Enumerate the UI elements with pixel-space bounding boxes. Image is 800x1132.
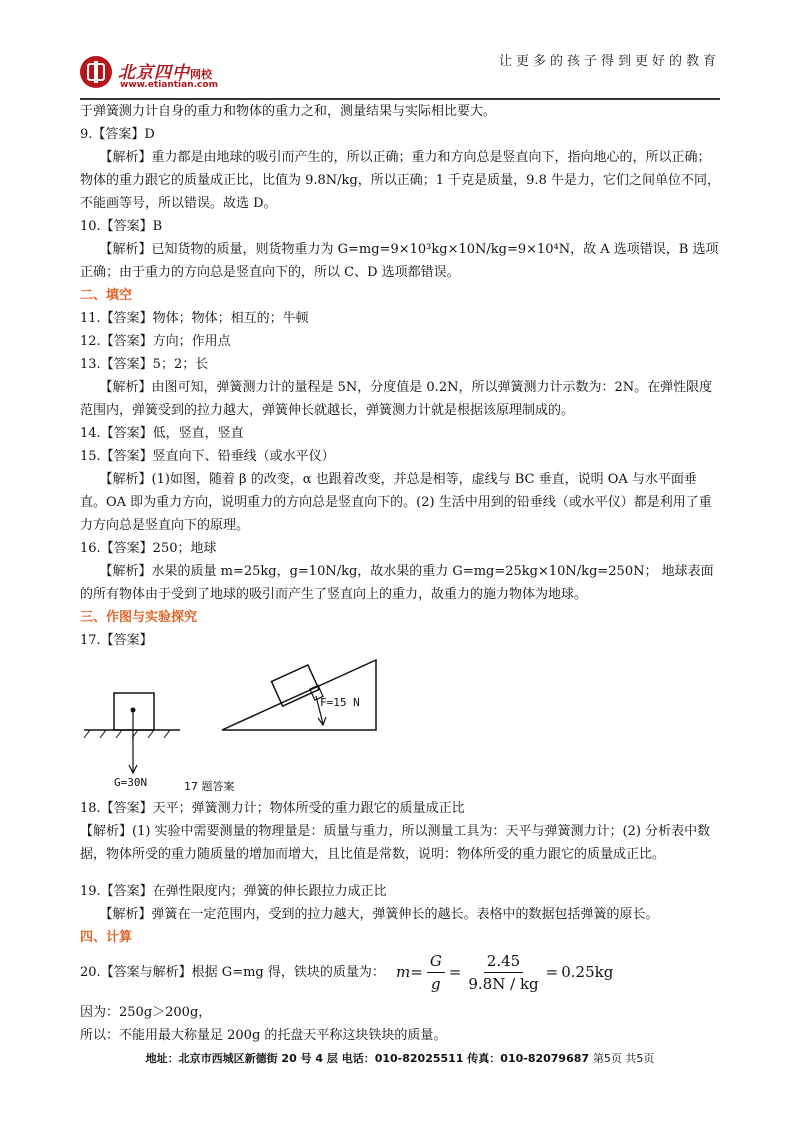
- continued-line: 于弹簧测力计自身的重力和物体的重力之和，测量结果与实际相比要大。: [80, 104, 497, 119]
- section-fill-blank: 二、填空: [80, 288, 133, 303]
- school-logo-icon: [80, 56, 112, 88]
- fraction-g-over-g: [427, 952, 445, 993]
- answer-9: 9.【答案】D: [80, 127, 155, 142]
- answer-content: [80, 100, 720, 1047]
- ground-surface: [84, 730, 180, 738]
- pressure-label: F=15 N: [320, 696, 360, 709]
- figure-17: [80, 652, 720, 797]
- logo-school-name: 北京四中: [118, 63, 190, 83]
- answer-17: 17.【答案】: [80, 633, 153, 648]
- answer-14: 14.【答案】低，竖直，竖直: [80, 426, 244, 441]
- answer-20-conclusion: 所以：不能用最大称量足 200g 的托盘天平称这块铁块的质量。: [80, 1028, 447, 1043]
- explanation-15: 【解析】(1)如图，随着 β 的改变，α 也跟着改变，并总是相等，虚线与 BC 垂直，说明 OA 与水平面垂直。OA 即为重力方向，说明重力的方向总是竖直向下的。(2) 生活中用到的铅垂线（或水平仪）都是利用了重力方向总是竖直向下的原理。: [80, 472, 712, 533]
- gravity-label: G=30N: [114, 776, 148, 789]
- formula-equals-1: =: [410, 963, 423, 981]
- footer-address: 地址：北京市西城区新德街 20 号 4 层 电话：010-82025511 传真：010-82079687: [145, 1052, 590, 1065]
- fraction-1-numerator: G: [427, 952, 445, 973]
- answer-20: 20.【答案与解析】根据 G=mg 得，铁块的质量为：: [80, 965, 385, 980]
- page-number: 第5页 共5页: [592, 1052, 655, 1065]
- mass-formula: [396, 949, 613, 995]
- section-drawing-experiment: 三、作图与实验探究: [80, 610, 198, 625]
- fraction-2-numerator: 2.45: [484, 952, 523, 973]
- fraction-values: [465, 952, 541, 993]
- answer-20-because: 因为：250g＞200g，: [80, 1005, 212, 1020]
- page-footer: [0, 1050, 800, 1066]
- logo-url: www.etiantian.com: [120, 80, 218, 90]
- section-calculation: 四、计算: [80, 930, 133, 945]
- force-diagram: [80, 652, 720, 797]
- explanation-19: 【解析】弹簧在一定范围内，受到的拉力越大，弹簧伸长的越长。表格中的数据包括弹簧的原长。: [99, 907, 659, 922]
- explanation-9: 【解析】重力都是由地球的吸引而产生的，所以正确；重力和方向总是竖直向下，指向地心的，所以正确；物体的重力跟它的质量成正比，比值为 9.8N/kg，所以正确；1 千克是质量，9.8 牛是力，它们之间单位不同，不能画等号，所以错误。故选 D。: [80, 150, 720, 211]
- formula-lhs: m: [396, 963, 411, 981]
- spacer: [80, 866, 720, 880]
- explanation-10: 【解析】已知货物的质量，则货物重力为 G=mg=9×10³kg×10N/kg=9×10⁴N，故 A 选项错误，B 选项正确；由于重力的方向总是竖直向下的，所以 C、D 选项都错误。: [80, 242, 719, 280]
- formula-result: 0.25kg: [561, 963, 614, 981]
- figure-caption: 17 题答案: [184, 780, 235, 793]
- answer-11: 11.【答案】物体；物体；相互的；牛顿: [80, 311, 309, 326]
- answer-12: 12.【答案】方向；作用点: [80, 334, 231, 349]
- logo-suffix: 网校: [190, 68, 212, 81]
- answer-15: 15.【答案】竖直向下、铅垂线（或水平仪）: [80, 449, 335, 464]
- incline: [222, 660, 376, 730]
- answer-10: 10.【答案】B: [80, 219, 163, 234]
- explanation-13: 【解析】由图可知，弹簧测力计的量程是 5N，分度值是 0.2N，所以弹簧测力计示数为：2N。在弹性限度范围内，弹簧受到的拉力越大，弹簧伸长就越长，弹簧测力计就是根据该原理制成的。: [80, 380, 713, 418]
- explanation-16: 【解析】水果的质量 m=25kg，g=10N/kg，故水果的重力 G=mg=25kg×10N/kg=250N； 地球表面的所有物体由于受到了地球的吸引而产生了竖直向上的重力，故重力的施力物体为地球。: [80, 564, 714, 602]
- formula-equals-2: =: [448, 963, 462, 981]
- header-slogan: 让更多的孩子得到更好的教育: [498, 54, 720, 69]
- answer-20-line: [80, 949, 720, 1001]
- explanation-18: 【解析】(1) 实验中需要测量的物理量是：质量与重力，所以测量工具为：天平与弹簧测力计；(2) 分析表中数据，物体所受的重力随质量的增加而增大，且比值是常数，说明：物体所受的重力跟它的质量成正比。: [80, 824, 711, 862]
- block-on-incline: [271, 665, 319, 706]
- page-header: [80, 38, 720, 100]
- formula-equals-3: =: [545, 963, 559, 981]
- answer-19: 19.【答案】在弹性限度内；弹簧的伸长跟拉力成正比: [80, 884, 387, 899]
- answer-18: 18.【答案】天平；弹簧测力计；物体所受的重力跟它的质量成正比: [80, 801, 465, 816]
- fraction-1-denominator: g: [431, 974, 441, 993]
- fraction-2-denominator: 9.8N / kg: [468, 974, 539, 993]
- answer-13: 13.【答案】5；2；长: [80, 357, 209, 372]
- answer-16: 16.【答案】250；地球: [80, 541, 217, 556]
